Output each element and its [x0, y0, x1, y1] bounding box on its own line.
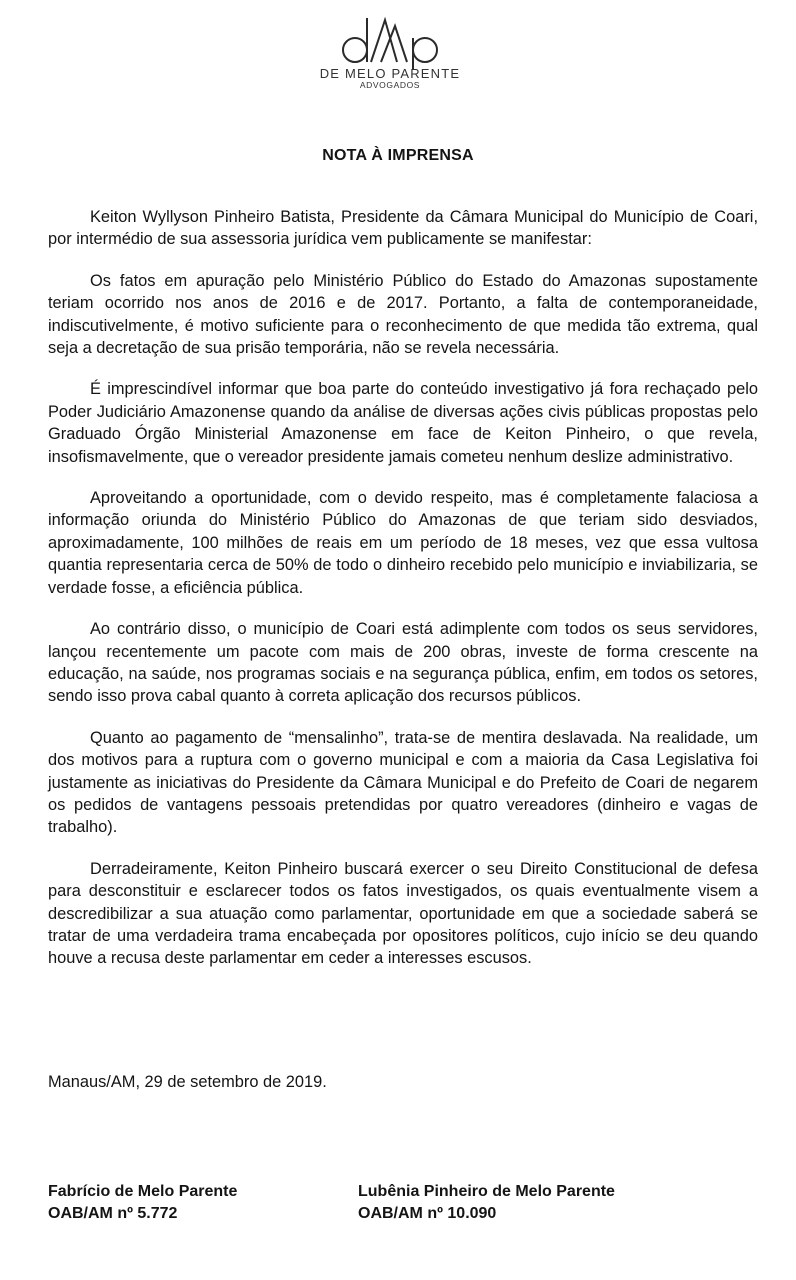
- signature-right: [358, 1181, 615, 1225]
- signatory-oab: OAB/AM nº 10.090: [358, 1205, 497, 1222]
- page-title: NOTA À IMPRENSA: [322, 147, 474, 164]
- firm-subtitle: ADVOGADOS: [359, 80, 421, 90]
- paragraph: Aproveitando a oportunidade, com o devido respeito, mas é completamente falaciosa a informação oriunda do Ministério Público do Amazonas de que teriam sido desviados, aproximadamente, 100 milhões de reais em um período de 18 meses, vez que essa vultosa quantia representaria cerca de 50% de todo o dinheiro recebido pelo município e inviabilizaria, se verdade fosse, a eficiência pública.: [48, 489, 758, 597]
- signature-left: [48, 1181, 237, 1225]
- firm-name: DE MELO PARENTE: [319, 66, 461, 81]
- firm-logo-icon: [335, 4, 445, 70]
- paragraph: Ao contrário disso, o município de Coari está adimplente com todos os seus servidores, lançou recentemente um pacote com mais de 200 obras, investe de forma crescente na educação, na saúde, nos programas sociais e na segurança pública, enfim, em todos os setores, sendo isso prova cabal quanto à correta aplicação dos recursos públicos.: [48, 620, 758, 706]
- dateline: Manaus/AM, 29 de setembro de 2019.: [48, 1073, 327, 1091]
- paragraph: É imprescindível informar que boa parte do conteúdo investigativo já fora rechaçado pelo Poder Judiciário Amazonense quando da análise de diversas ações civis públicas propostas pelo Graduado Órgão Ministerial Amazonense em face de Keiton Pinheiro, o que revela, insofismavelmente, que o vereador presidente jamais cometeu nenhum deslize administrativo.: [48, 380, 758, 466]
- signatory-name: Fabrício de Melo Parente: [48, 1183, 238, 1200]
- signature-block: [48, 1181, 748, 1231]
- signatory-oab: OAB/AM nº 5.772: [48, 1205, 178, 1222]
- paragraph: Os fatos em apuração pelo Ministério Público do Estado do Amazonas supostamente teriam ocorrido nos anos de 2016 e de 2017. Portanto, a falta de contemporaneidade, indiscutivelmente, é motivo suficiente para o reconhecimento de que medida tão extrema, qual seja a decretação de sua prisão temporária, não se revela necessária.: [48, 271, 758, 358]
- paragraph: Derradeiramente, Keiton Pinheiro buscará exercer o seu Direito Constitucional de defesa para desconstituir e esclarecer todos os fatos investigados, os quais eventualmente visem a descredibilizar a sua atuação como parlamentar, oportunidade em que a sociedade saberá se tratar de uma verdadeira trama encabeçada por opositores políticos, cujo início se deu quando houve a recusa deste parlamentar em ceder a interesses escusos.: [48, 859, 758, 968]
- signatory-name: Lubênia Pinheiro de Melo Parente: [358, 1183, 615, 1200]
- paragraph: Keiton Wyllyson Pinheiro Batista, Presidente da Câmara Municipal do Município de Coari, por intermédio de sua assessoria jurídica vem publicamente se manifestar:: [48, 208, 758, 249]
- press-note-body: [48, 206, 758, 970]
- paragraph: Quanto ao pagamento de “mensalinho”, trata-se de mentira deslavada. Na realidade, um dos motivos para a ruptura com o governo municipal e com a maioria da Casa Legislativa foi justamente as iniciativas do Presidente da Câmara Municipal e do Prefeito de Coari de negarem os pedidos de vantagens pessoais pretendidas por quatro vereadores (dinheiro e vagas de trabalho).: [48, 728, 758, 837]
- letterhead: [314, 4, 466, 104]
